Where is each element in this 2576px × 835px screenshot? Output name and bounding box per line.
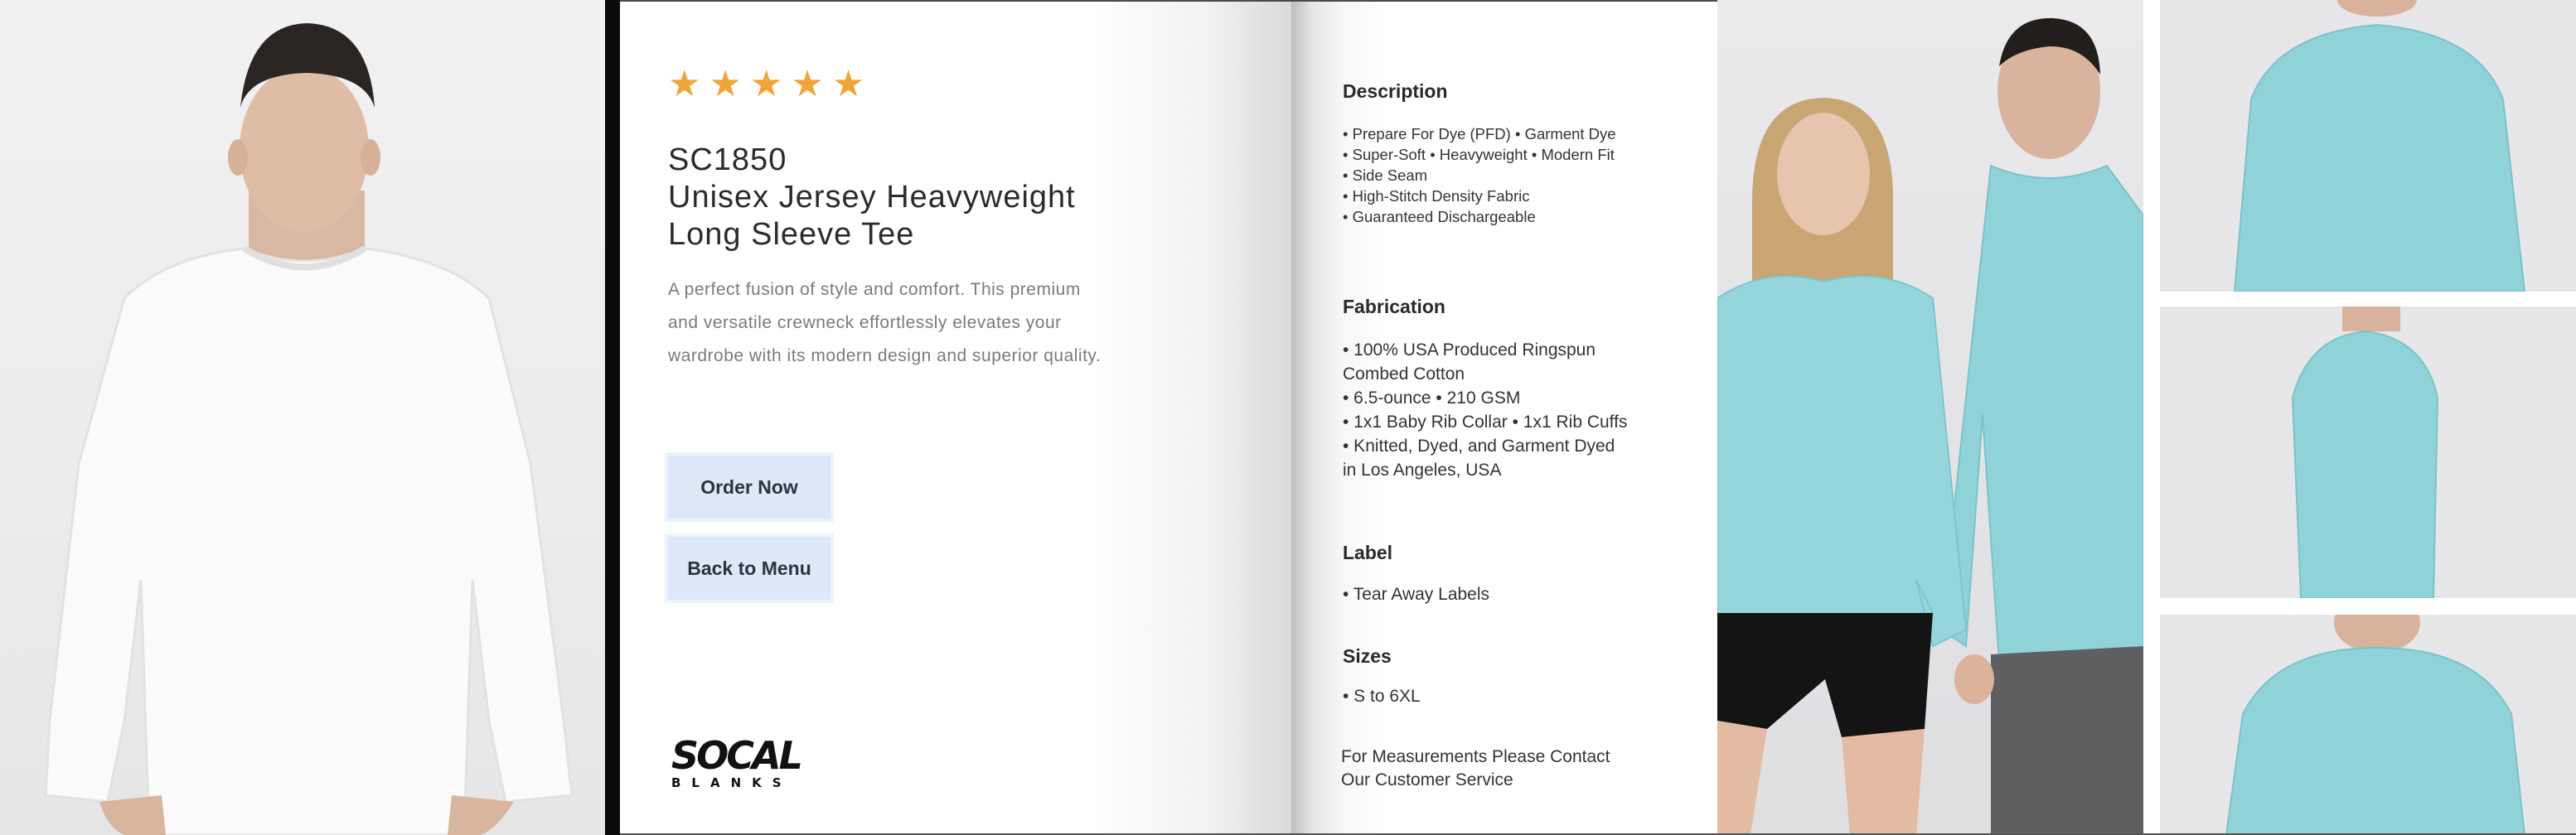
footnote-line: For Measurements Please Contact [1341,747,1610,766]
star-rating [668,66,864,103]
page-divider-bar [605,0,620,835]
list-item: • 6.5-ounce • 210 GSM [1343,389,1521,408]
product-title [668,179,1165,253]
list-item: • 100% USA Produced Ringspun [1343,340,1596,360]
back-view-thumbnail [2160,0,2576,292]
model-white-shirt-photo [0,0,605,835]
list-item: • Super-Soft • Heavyweight • Modern Fit [1343,146,1615,163]
label-list [1343,582,1489,606]
star-icon: ★ [668,64,701,104]
fabrication-list [1343,338,1627,482]
description-line: wardrobe with its modern design and superior quality. [668,346,1102,365]
couple-blue-shirts-photo [1717,0,2143,835]
thumb-gap [2143,0,2160,835]
product-title-line: Long Sleeve Tee [668,217,915,252]
list-item: • High-Stitch Density Fabric [1343,187,1530,205]
product-title-line: Unisex Jersey Heavyweight [668,180,1076,215]
description-heading: Description [1343,80,1448,102]
list-item: • 1x1 Baby Rib Collar • 1x1 Rib Cuffs [1343,413,1628,432]
product-description [668,273,1165,373]
side-view-thumbnail [2160,306,2576,598]
list-item: • Tear Away Labels [1343,585,1490,604]
star-icon: ★ [791,64,824,104]
star-icon: ★ [831,64,865,104]
back-to-menu-button[interactable]: Back to Menu [668,537,830,600]
order-now-button[interactable]: Order Now [668,456,830,519]
list-item: • Side Seam [1343,167,1428,184]
description-line: A perfect fusion of style and comfort. This premium [668,280,1081,299]
measurements-note [1341,746,1673,792]
product-sku: SC1850 [668,142,787,177]
list-item: • Knitted, Dyed, and Garment Dyed [1343,437,1615,456]
star-icon: ★ [709,64,742,104]
label-heading: Label [1343,542,1393,563]
logo-main-text: SOCAL [671,733,801,778]
list-item: • S to 6XL [1343,687,1421,706]
star-icon: ★ [749,64,783,104]
sizes-heading: Sizes [1343,645,1392,667]
brand-logo [671,733,801,790]
front-view-thumbnail [2160,615,2576,835]
sizes-list [1343,684,1421,708]
logo-sub-text: BLANKS [671,775,792,790]
list-item: in Los Angeles, USA [1343,461,1502,480]
left-page [620,0,1291,835]
footnote-line: Our Customer Service [1341,770,1513,789]
list-item: • Guaranteed Dischargeable [1343,208,1536,225]
list-item: • Prepare For Dye (PFD) • Garment Dye [1343,125,1616,142]
list-item: Combed Cotton [1343,364,1465,384]
fabrication-heading: Fabrication [1343,296,1445,317]
description-line: and versatile crewneck effortlessly elevates your [668,313,1062,332]
description-list [1343,123,1616,227]
